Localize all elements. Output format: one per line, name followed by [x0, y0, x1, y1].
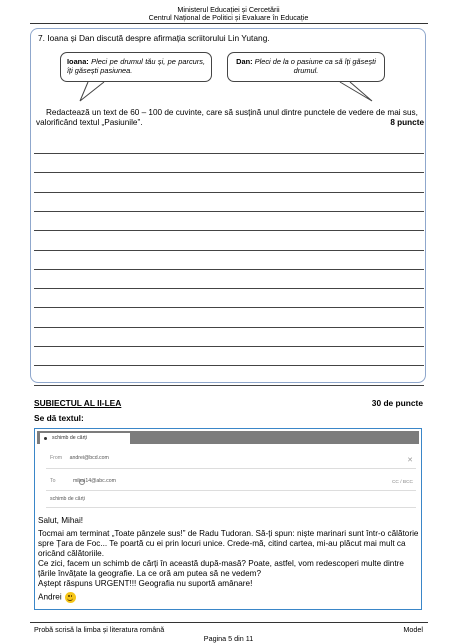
smiley-icon — [65, 592, 76, 603]
from-value: andrei@bcd.com — [69, 455, 109, 461]
letter-paragraph-2: Ce zici, facem un schimb de cărți în această după-masă? Poate, astfel, vom redescoperi multe dintre țările învățate la geografie. La ce oră am putea să ne vedem? — [38, 559, 404, 578]
cc-bcc-button[interactable]: CC / BCC — [391, 480, 413, 485]
answer-line — [34, 250, 424, 251]
answer-line — [34, 365, 424, 366]
answer-line — [34, 346, 424, 347]
task-text: Redactează un text de 60 – 100 de cuvinte, care să susțină unul dintre punctele de vedere de mai sus, valorificând textul „Pasiunile”. — [36, 108, 418, 127]
subject2-points: 30 de puncte — [371, 398, 423, 408]
answer-line — [34, 230, 424, 231]
answer-line — [34, 153, 424, 154]
question7-text: 7. Ioana și Dan discută despre afirmația scriitorului Lin Yutang. — [38, 33, 270, 43]
letter-paragraph-1: Tocmai am terminat „Toate pânzele sus!” de Radu Tudoran. Să-ți spun: niște marinari sunt într-o călătorie spre Țara de Foc... Te poartă cu ei prin locuri unice. Crede-mă, citind cartea, mi-au plăcut mai mult ca oricând călătoriile. — [38, 529, 419, 558]
quote-dan: Pleci de la o pasiune ca să îți găsești drumul. — [254, 57, 376, 75]
speaker-ioana: Ioana: — [67, 57, 89, 66]
signature-text: Andrei — [38, 592, 62, 602]
email-divider — [46, 490, 416, 491]
email-divider — [46, 507, 416, 508]
speech-bubble-ioana — [60, 52, 212, 82]
header-ministry: Ministerul Educației și Cercetării — [177, 5, 280, 14]
to-label: To — [50, 478, 56, 484]
email-tab-title: schimb de cărți — [52, 435, 87, 441]
answer-line — [34, 211, 424, 212]
page-number: Pagina 5 din 11 — [203, 634, 254, 643]
speech-bubble-dan — [227, 52, 385, 82]
footer-divider — [30, 622, 428, 623]
answer-line — [34, 192, 424, 193]
task-points: 8 puncte — [390, 117, 424, 127]
avatar-icon — [79, 479, 85, 485]
subject2-title: SUBIECTUL AL II-LEA — [34, 398, 122, 408]
tab-dot-icon — [44, 437, 47, 440]
letter-greeting: Salut, Mihai! — [38, 516, 84, 525]
letter-paragraph-3: Aștept răspuns URGENT!!! Geografia nu suportă amânare! — [38, 579, 253, 588]
email-subject[interactable]: schimb de cărți — [50, 496, 85, 502]
header-center: Centrul Național de Politici și Evaluare în Educație — [148, 13, 309, 22]
email-header-panel — [37, 444, 419, 508]
email-from-row — [50, 455, 109, 461]
footer-exam-title: Probă scrisă la limba și literatura română — [34, 625, 165, 634]
quote-ioana: Pleci pe drumul tău și, pe parcurs, îți găsești pasiunea. — [67, 57, 205, 75]
email-tab[interactable] — [40, 433, 130, 444]
subject2-intro: Se dă textul: — [34, 413, 84, 423]
email-divider — [46, 468, 416, 469]
header-divider — [30, 23, 428, 24]
answer-line — [34, 327, 424, 328]
answer-line — [34, 307, 424, 308]
from-label: From — [50, 455, 63, 461]
close-icon[interactable]: ✕ — [407, 457, 413, 464]
to-value[interactable]: mihai14@abc.com — [72, 478, 116, 484]
writing-task — [36, 108, 424, 127]
answer-line — [34, 288, 424, 289]
answer-line — [34, 385, 424, 386]
answer-line — [34, 172, 424, 173]
speaker-dan: Dan: — [236, 57, 253, 66]
letter-signature — [38, 592, 422, 603]
answer-line — [34, 269, 424, 270]
footer-model: Model — [403, 625, 423, 634]
